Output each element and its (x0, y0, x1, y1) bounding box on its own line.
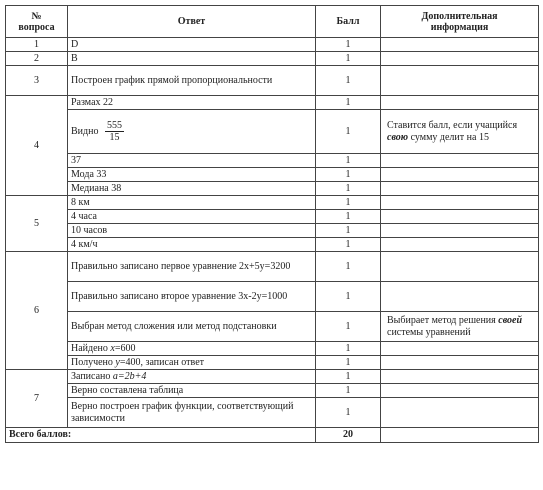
table-row (6, 384, 539, 398)
info-cell (381, 210, 539, 224)
score-cell: 1 (316, 96, 381, 110)
header-additional-info: Дополнительная информация (381, 6, 539, 38)
info-cell (381, 356, 539, 370)
answer-cell: 37 (68, 154, 316, 168)
answer-text: =600 (114, 342, 136, 354)
table-row (6, 182, 539, 196)
table-row (6, 282, 539, 312)
info-cell (381, 66, 539, 96)
score-cell: 1 (316, 252, 381, 282)
info-text: Ставится балл, если учащийся (387, 119, 518, 131)
score-cell: 1 (316, 312, 381, 342)
question-number: 7 (6, 370, 68, 428)
header-question-number: № вопроса (6, 6, 68, 38)
table-row (6, 110, 539, 154)
info-text: Выбирает метод решения (387, 314, 499, 326)
score-cell: 1 (316, 66, 381, 96)
answer-variable: x (110, 342, 115, 354)
table-row (6, 96, 539, 110)
score-cell: 1 (316, 282, 381, 312)
header-score: Балл (316, 6, 381, 38)
info-cell (381, 252, 539, 282)
info-cell (381, 52, 539, 66)
info-cell (381, 384, 539, 398)
table-row (6, 154, 539, 168)
answer-text: Записано (71, 370, 113, 382)
info-cell (381, 196, 539, 210)
answer-cell: B (68, 52, 316, 66)
fraction-denominator: 15 (109, 132, 120, 143)
answer-text: Найдено (71, 342, 111, 354)
info-cell (381, 282, 539, 312)
info-text: сумму делит на 15 (408, 131, 489, 143)
answer-cell: 8 км (68, 196, 316, 210)
answer-cell: 10 часов (68, 224, 316, 238)
info-cell (381, 224, 539, 238)
table-row (6, 66, 539, 96)
answer-cell: Мода 33 (68, 168, 316, 182)
table-row (6, 342, 539, 356)
score-cell: 1 (316, 384, 381, 398)
info-cell (381, 110, 539, 154)
answer-text: Получено (71, 356, 116, 368)
answer-cell: Верно построен график функции, соответствующий зависимости (68, 398, 316, 428)
score-cell: 1 (316, 168, 381, 182)
table-row (6, 398, 539, 428)
fraction (105, 120, 124, 143)
table-row (6, 356, 539, 370)
table-row (6, 252, 539, 282)
score-cell: 1 (316, 398, 381, 428)
total-row (6, 428, 539, 443)
info-emphasis: своей (498, 314, 523, 326)
answer-formula: a=2b+4 (112, 370, 147, 382)
answer-cell: D (68, 38, 316, 52)
table-row (6, 168, 539, 182)
score-cell: 1 (316, 356, 381, 370)
answer-text: =400, записан ответ (119, 356, 205, 368)
table-row (6, 238, 539, 252)
answer-cell: Размах 22 (68, 96, 316, 110)
answer-cell (68, 110, 316, 154)
table-row (6, 312, 539, 342)
info-cell (381, 182, 539, 196)
answer-cell: Правильно записано второе уравнение 3x-2y=1000 (68, 282, 316, 312)
answer-cell: Правильно записано первое уравнение 2x+5y=3200 (68, 252, 316, 282)
total-score: 20 (316, 428, 381, 443)
score-cell: 1 (316, 210, 381, 224)
question-number: 2 (6, 52, 68, 66)
score-cell: 1 (316, 370, 381, 384)
score-cell: 1 (316, 196, 381, 210)
score-cell: 1 (316, 224, 381, 238)
answer-cell: Верно составлена таблица (68, 384, 316, 398)
score-cell: 1 (316, 342, 381, 356)
fraction-numerator: 555 (106, 120, 122, 131)
info-cell (381, 428, 539, 443)
answer-variable: y (115, 356, 120, 368)
question-number: 3 (6, 66, 68, 96)
info-cell (381, 370, 539, 384)
answer-cell: Построен график прямой пропорциональности (68, 66, 316, 96)
info-cell (381, 398, 539, 428)
header-answer: Ответ (68, 6, 316, 38)
question-number: 1 (6, 38, 68, 52)
answer-cell (68, 342, 316, 356)
score-cell: 1 (316, 182, 381, 196)
answer-key-table (5, 5, 539, 443)
info-cell (381, 312, 539, 342)
total-label: Всего баллов: (6, 428, 316, 443)
info-cell (381, 238, 539, 252)
answer-cell: Медиана 38 (68, 182, 316, 196)
answer-cell (68, 370, 316, 384)
header-row (6, 6, 539, 38)
score-cell: 1 (316, 238, 381, 252)
info-cell (381, 96, 539, 110)
info-cell (381, 38, 539, 52)
info-emphasis: свою (387, 131, 409, 143)
answer-cell: 4 км/ч (68, 238, 316, 252)
table-row (6, 52, 539, 66)
answer-cell (68, 356, 316, 370)
table-row (6, 224, 539, 238)
table-row (6, 196, 539, 210)
score-cell: 1 (316, 154, 381, 168)
table-row (6, 38, 539, 52)
question-number: 5 (6, 196, 68, 252)
score-cell: 1 (316, 110, 381, 154)
answer-cell: 4 часа (68, 210, 316, 224)
answer-text: Видно (71, 125, 99, 137)
score-cell: 1 (316, 38, 381, 52)
question-number: 6 (6, 252, 68, 370)
answer-cell: Выбран метод сложения или метод подстановки (68, 312, 316, 342)
info-text: системы уравнений (387, 326, 471, 338)
table-row (6, 370, 539, 384)
info-cell (381, 154, 539, 168)
info-cell (381, 168, 539, 182)
score-cell: 1 (316, 52, 381, 66)
table-row (6, 210, 539, 224)
question-number: 4 (6, 96, 68, 196)
info-cell (381, 342, 539, 356)
